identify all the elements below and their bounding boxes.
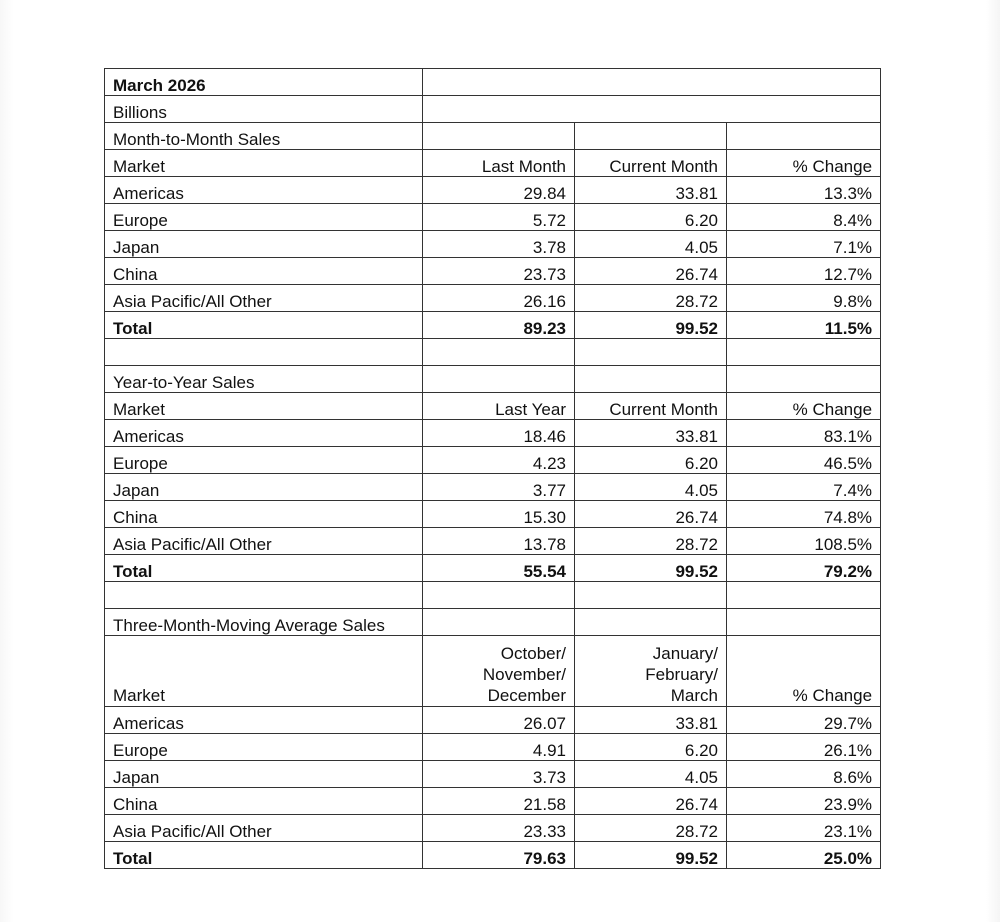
column-header: % Change [727, 636, 881, 707]
value-cell: 8.6% [727, 761, 881, 788]
section-label: Three-Month-Moving Average Sales [105, 609, 423, 636]
unit-row-empty-cell [423, 96, 881, 123]
empty-cell [575, 582, 727, 609]
total-row [105, 312, 881, 339]
table-row [105, 177, 881, 204]
market-name: Americas [105, 420, 423, 447]
table-row [105, 788, 881, 815]
value-cell: 26.16 [423, 285, 575, 312]
market-column-header: Market [105, 636, 423, 707]
column-header: Current Month [575, 393, 727, 420]
value-cell: 23.33 [423, 815, 575, 842]
value-cell: 26.74 [575, 788, 727, 815]
empty-cell [727, 339, 881, 366]
value-cell: 29.84 [423, 177, 575, 204]
value-cell: 74.8% [727, 501, 881, 528]
empty-cell [105, 582, 423, 609]
value-cell: 5.72 [423, 204, 575, 231]
value-cell: 29.7% [727, 707, 881, 734]
empty-cell [423, 609, 575, 636]
empty-cell [575, 123, 727, 150]
market-name: Europe [105, 447, 423, 474]
market-name: Asia Pacific/All Other [105, 528, 423, 555]
market-name: Europe [105, 734, 423, 761]
value-cell: 18.46 [423, 420, 575, 447]
section-label-row [105, 609, 881, 636]
table-row [105, 204, 881, 231]
empty-cell [727, 123, 881, 150]
value-cell: 33.81 [575, 177, 727, 204]
value-cell: 3.77 [423, 474, 575, 501]
table-row [105, 734, 881, 761]
market-name: Americas [105, 707, 423, 734]
value-cell: 23.73 [423, 258, 575, 285]
empty-cell [423, 582, 575, 609]
value-cell: 7.4% [727, 474, 881, 501]
value-cell: 3.73 [423, 761, 575, 788]
table-row [105, 528, 881, 555]
title-row-empty-cell [423, 69, 881, 96]
value-cell: 25.0% [727, 842, 881, 869]
value-cell: 99.52 [575, 842, 727, 869]
title-row [105, 69, 881, 96]
value-cell: 28.72 [575, 528, 727, 555]
value-cell: 79.2% [727, 555, 881, 582]
table-row [105, 474, 881, 501]
value-cell: 46.5% [727, 447, 881, 474]
empty-cell [423, 366, 575, 393]
value-cell: 12.7% [727, 258, 881, 285]
value-cell: 4.05 [575, 761, 727, 788]
market-name: Americas [105, 177, 423, 204]
value-cell: 13.3% [727, 177, 881, 204]
table-row [105, 231, 881, 258]
empty-cell [727, 366, 881, 393]
value-cell: 7.1% [727, 231, 881, 258]
value-cell: 23.1% [727, 815, 881, 842]
section-label: Month-to-Month Sales [105, 123, 423, 150]
market-name: Asia Pacific/All Other [105, 285, 423, 312]
value-cell: 79.63 [423, 842, 575, 869]
table-row [105, 707, 881, 734]
value-cell: 99.52 [575, 555, 727, 582]
market-name: China [105, 258, 423, 285]
value-cell: 21.58 [423, 788, 575, 815]
value-cell: 33.81 [575, 420, 727, 447]
value-cell: 11.5% [727, 312, 881, 339]
section-label: Year-to-Year Sales [105, 366, 423, 393]
column-header-row [105, 393, 881, 420]
spacer-row [105, 339, 881, 366]
market-name: Total [105, 555, 423, 582]
total-row [105, 555, 881, 582]
value-cell: 8.4% [727, 204, 881, 231]
value-cell: 6.20 [575, 447, 727, 474]
value-cell: 28.72 [575, 285, 727, 312]
market-name: Total [105, 842, 423, 869]
value-cell: 89.23 [423, 312, 575, 339]
market-name: Japan [105, 761, 423, 788]
empty-cell [727, 582, 881, 609]
value-cell: 26.07 [423, 707, 575, 734]
value-cell: 13.78 [423, 528, 575, 555]
table-row [105, 815, 881, 842]
value-cell: 4.05 [575, 474, 727, 501]
table-row [105, 420, 881, 447]
value-cell: 4.91 [423, 734, 575, 761]
value-cell: 23.9% [727, 788, 881, 815]
value-cell: 4.23 [423, 447, 575, 474]
empty-cell [575, 366, 727, 393]
value-cell: 9.8% [727, 285, 881, 312]
column-header: Last Year [423, 393, 575, 420]
value-cell: 15.30 [423, 501, 575, 528]
empty-cell [727, 609, 881, 636]
market-name: Asia Pacific/All Other [105, 815, 423, 842]
market-name: Japan [105, 474, 423, 501]
unit-label: Billions [105, 96, 423, 123]
column-header-row [105, 636, 881, 707]
value-cell: 28.72 [575, 815, 727, 842]
report-title: March 2026 [105, 69, 423, 96]
market-name: Europe [105, 204, 423, 231]
empty-cell [575, 339, 727, 366]
table-row [105, 285, 881, 312]
total-row [105, 842, 881, 869]
market-column-header: Market [105, 393, 423, 420]
empty-cell [105, 339, 423, 366]
table-row [105, 447, 881, 474]
market-column-header: Market [105, 150, 423, 177]
market-name: Total [105, 312, 423, 339]
sales-table-body [105, 69, 881, 869]
section-label-row [105, 366, 881, 393]
value-cell: 83.1% [727, 420, 881, 447]
market-name: China [105, 501, 423, 528]
empty-cell [575, 609, 727, 636]
column-header: January/ February/ March [575, 636, 727, 707]
value-cell: 3.78 [423, 231, 575, 258]
value-cell: 26.74 [575, 501, 727, 528]
value-cell: 108.5% [727, 528, 881, 555]
value-cell: 26.74 [575, 258, 727, 285]
empty-cell [423, 123, 575, 150]
value-cell: 6.20 [575, 204, 727, 231]
value-cell: 99.52 [575, 312, 727, 339]
column-header: October/ November/ December [423, 636, 575, 707]
table-row [105, 258, 881, 285]
section-label-row [105, 123, 881, 150]
market-name: Japan [105, 231, 423, 258]
column-header: % Change [727, 150, 881, 177]
unit-row [105, 96, 881, 123]
table-row [105, 761, 881, 788]
sales-table [104, 68, 881, 869]
value-cell: 33.81 [575, 707, 727, 734]
value-cell: 4.05 [575, 231, 727, 258]
spacer-row [105, 582, 881, 609]
column-header: Last Month [423, 150, 575, 177]
table-row [105, 501, 881, 528]
column-header: % Change [727, 393, 881, 420]
empty-cell [423, 339, 575, 366]
value-cell: 26.1% [727, 734, 881, 761]
column-header-row [105, 150, 881, 177]
market-name: China [105, 788, 423, 815]
column-header: Current Month [575, 150, 727, 177]
value-cell: 55.54 [423, 555, 575, 582]
value-cell: 6.20 [575, 734, 727, 761]
